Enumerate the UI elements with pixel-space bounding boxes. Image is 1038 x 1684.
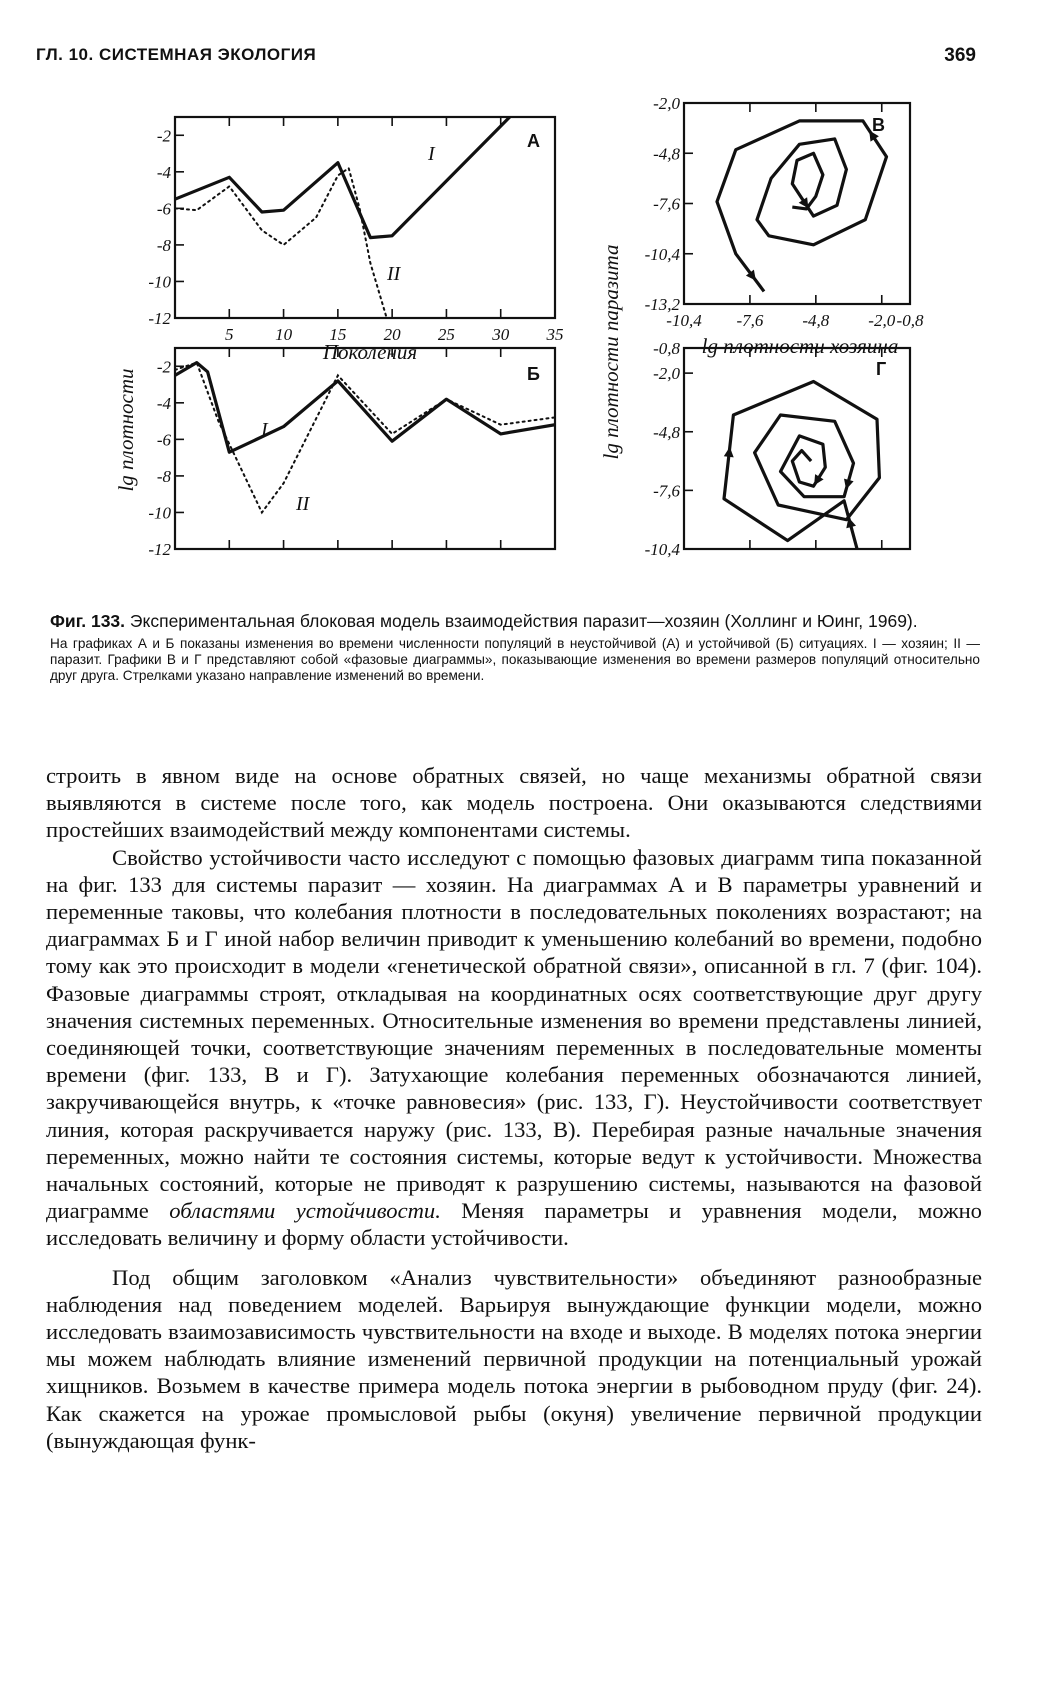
y-tick-label: -2,0 bbox=[653, 94, 680, 113]
panel-b bbox=[148, 348, 555, 559]
x-tick-label: 25 bbox=[437, 325, 455, 344]
panel-b-ticks bbox=[148, 348, 500, 559]
x-tick-label: 35 bbox=[546, 325, 564, 344]
panel-b-series-ii-label: II bbox=[296, 493, 310, 515]
running-title: ГЛ. 10. СИСТЕМНАЯ ЭКОЛОГИЯ bbox=[36, 45, 317, 64]
y-tick-label: -12 bbox=[148, 540, 171, 559]
panel-g-trajectory bbox=[724, 382, 879, 554]
panel-g-label: Г bbox=[876, 359, 887, 379]
panel-a-ticks bbox=[148, 117, 563, 344]
panel-a-label: А bbox=[527, 131, 540, 151]
x-tick-label: -10,4 bbox=[666, 311, 702, 330]
y-tick-label: -10 bbox=[148, 503, 171, 523]
y-tick-label: -12 bbox=[148, 309, 171, 328]
caption-note: На графиках А и Б показаны изменения во времени численности популяций в неустойчивой (А) и устойчивой (Б) ситуациях. I — хозяин; II — паразит. Графики В и Г представляют собой «фазовые диаграммы», показывающие изменения во времени размеров популяций относительно друг друга. Стрелками указано направление изменений во времени. bbox=[50, 636, 980, 683]
caption-title bbox=[50, 610, 980, 632]
figure-caption bbox=[50, 610, 980, 684]
paragraph-1: строить в явном виде на основе обратных связей, но чаще механизмы обратной связи выявляются в системе после того, как модель построена. Они оказываются следствиями простейших взаимодействий между компонентами системы. bbox=[46, 763, 982, 843]
y-tick-label: -8 bbox=[156, 235, 171, 255]
panel-a-x-label: Поколения bbox=[322, 340, 418, 364]
panel-a-series-i-label: I bbox=[428, 143, 435, 165]
y-tick-label: -4 bbox=[156, 162, 171, 182]
panel-b-series-ii bbox=[175, 363, 555, 513]
paragraph-2-part-b: Меняя параметры и уравнения модели, можно исследовать величину и форму области устойчивости. bbox=[46, 1198, 982, 1251]
panel-a-series-i bbox=[175, 90, 555, 238]
y-tick-label: -4,8 bbox=[653, 422, 680, 442]
x-tick-label: -2,0 bbox=[868, 311, 896, 330]
y-tick-label: -4,8 bbox=[653, 144, 680, 164]
panel-v bbox=[645, 94, 924, 358]
y-tick-label: -10,4 bbox=[644, 244, 680, 264]
panel-v-trajectory bbox=[717, 121, 887, 292]
paragraph-2 bbox=[46, 844, 982, 1252]
y-tick-label: -10 bbox=[148, 272, 171, 292]
paragraph-2-part-a: Свойство устойчивости часто исследуют с помощью фазовых диаграмм типа показанной на фиг. 133 для системы паразит — хозяин. На диаграммах А и В параметры уравнений и переменные таковы, что колебания плотности в последовательных поколениях возрастают; на диаграммах Б и Г иной набор величин приводит к уменьшению колебаний во времени, подобно тому как это происходит в модели «генетической обратной связи», описанной в гл. 7 (фиг. 104). Фазовые диаграммы строят, откладывая на координатных осях соответствующие друг другу значения системных переменных. Относительные изменения во времени представлены линией, соединяющей точки, соответствующие значениям переменных в последовательные моменты времени (фиг. 133, В и Г). Затухающие колебания переменных обозначаются линией, закручивающейся внутрь, к «точке равновесия» (рис. 133, Г). Неустойчивости соответствует линия, которая раскручивается наружу (рис. 133, В). Перебирая разные начальные значения переменных, можно найти те состояния системы, которые ведут к устойчивости. Множества начальных состояний, которые не приводят к разрушению системы, называются на фазовой диаграмме bbox=[46, 844, 982, 1224]
y-tick-label: -6 bbox=[156, 199, 171, 219]
panel-v-label: В bbox=[872, 115, 885, 135]
y-tick-label: -2 bbox=[156, 126, 171, 146]
panel-b-label: Б bbox=[527, 364, 540, 384]
caption-title-text: Экспериментальная блоковая модель взаимодействия паразит—хозяин (Холлинг и Юинг, 1969). bbox=[129, 611, 918, 631]
x-tick-label: 10 bbox=[275, 325, 293, 344]
panel-v-x-label: lg плотности хозяина bbox=[701, 334, 899, 358]
panel-g bbox=[645, 339, 910, 559]
panel-a bbox=[148, 90, 563, 364]
page-number: 369 bbox=[944, 45, 976, 66]
paragraph-2-emphasis: областями устойчивости. bbox=[169, 1198, 441, 1224]
shared-y-label: lg плотности bbox=[114, 368, 138, 492]
panel-b-series-i bbox=[175, 363, 555, 453]
panel-a-series-ii-label: II bbox=[387, 263, 401, 285]
y-tick-label: -2 bbox=[156, 357, 171, 377]
figure-133 bbox=[0, 90, 1038, 600]
caption-fig-label: Фиг. 133. bbox=[50, 611, 126, 631]
page-header bbox=[36, 45, 976, 75]
y-tick-label: -2,0 bbox=[653, 364, 680, 384]
panel-b-series-i-label: I bbox=[261, 419, 268, 441]
y-tick-label: -4 bbox=[156, 393, 171, 413]
y-tick-label: -7,6 bbox=[653, 481, 680, 501]
y-tick-label: -6 bbox=[156, 430, 171, 450]
x-tick-label: 5 bbox=[225, 325, 234, 344]
y-tick-label: -13,2 bbox=[644, 295, 680, 314]
y-tick-label: -10,4 bbox=[644, 540, 680, 559]
phase-y-label: lg плотности паразита bbox=[599, 244, 623, 460]
body-text bbox=[46, 762, 982, 1454]
paragraph-3: Под общим заголовком «Анализ чувствительности» объединяют разнообразные наблюдения над поведением моделей. Варьируя вынуждающие функции модели, можно исследовать взаимозависимость чувствительности на входе и выходе. В моделях потока энергии мы можем наблюдать влияние изменений первичной продукции на потенциальный урожай хищников. Возьмем в качестве примера модель потока энергии в рыбоводном пруду (фиг. 24). Как скажется на урожае промысловой рыбы (окуня) увеличение первичной продукции (вынуждающая функ- bbox=[46, 1264, 982, 1453]
x-tick-label: -4,8 bbox=[802, 311, 830, 330]
x-tick-label: -0,8 bbox=[896, 311, 924, 330]
y-tick-label: -8 bbox=[156, 466, 171, 486]
x-tick-label: 20 bbox=[383, 325, 401, 344]
x-tick-label: -7,6 bbox=[736, 311, 764, 330]
y-tick-label: -7,6 bbox=[653, 194, 680, 214]
x-tick-label: 15 bbox=[329, 325, 347, 344]
panel-a-frame bbox=[175, 117, 555, 318]
x-tick-label: 30 bbox=[492, 325, 510, 344]
y-tick-label: -0,8 bbox=[653, 339, 680, 358]
